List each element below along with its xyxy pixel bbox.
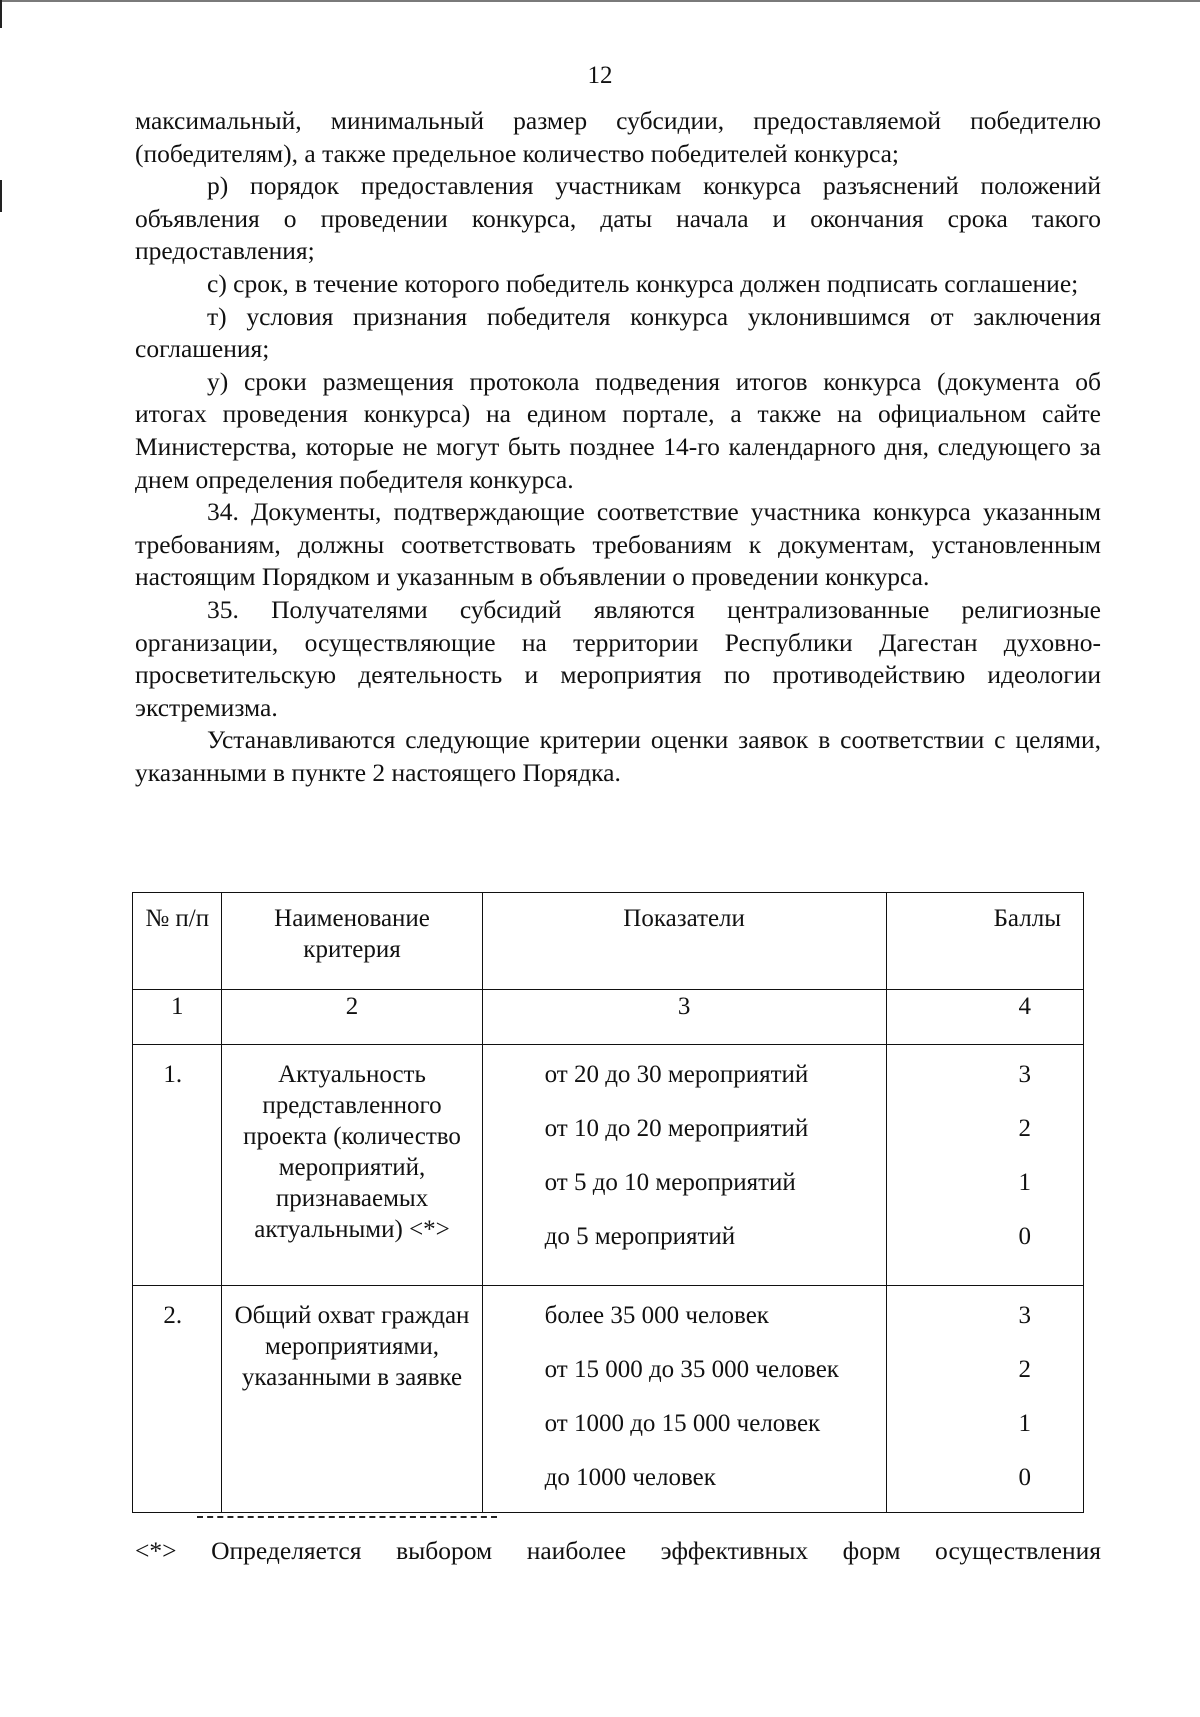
scan-edge-top bbox=[0, 0, 1200, 2]
scan-edge-left-mark bbox=[0, 180, 2, 212]
points-value: 3 bbox=[1018, 1061, 1031, 1088]
points-value: 0 bbox=[1018, 1223, 1031, 1250]
column-number-row bbox=[133, 990, 1084, 1045]
indicator: от 5 до 10 мероприятий bbox=[544, 1169, 796, 1196]
paragraph: 34. Документы, подтверждающие соответствие участника конкурса указанным требованиям, должны соответствовать требованиям к документам, установленным настоящим Порядком и указанным в объявлении о проведении конкурса. bbox=[135, 497, 1101, 592]
indicator: более 35 000 человек bbox=[544, 1302, 769, 1329]
header-points: Баллы bbox=[886, 893, 1083, 990]
header-indicators: Показатели bbox=[482, 893, 886, 990]
indicators-cell bbox=[482, 1286, 886, 1513]
criteria-table bbox=[132, 892, 1084, 1513]
paragraph: с) срок, в течение которого победитель конкурса должен подписать соглашение; bbox=[207, 268, 1079, 298]
indicator: от 10 до 20 мероприятий bbox=[544, 1115, 809, 1142]
column-number: 4 bbox=[886, 990, 1083, 1045]
points-value: 2 bbox=[1018, 1115, 1031, 1142]
paragraph: 35. Получателями субсидий являются централизованные религиозные организации, осуществляющие на территории Республики Дагестан духовно-просветительскую деятельность и мероприятия по противодействию идеологии экстремизма. bbox=[135, 594, 1101, 722]
paragraph: Устанавливаются следующие критерии оценки заявок в соответствии с целями, указанными в пункте 2 настоящего Порядка. bbox=[135, 725, 1101, 787]
paragraph: р) порядок предоставления участникам конкурса разъяснений положений объявления о проведении конкурса, даты начала и окончания срока такого предоставления; bbox=[135, 171, 1101, 266]
page-number: 12 bbox=[587, 62, 613, 89]
footnote: <*> Определяется выбором наиболее эффективных форм осуществления bbox=[135, 1536, 1101, 1565]
header-num: № п/п bbox=[133, 893, 222, 990]
scan-edge-left bbox=[0, 0, 2, 28]
table-row bbox=[133, 1045, 1084, 1286]
paragraph: т) условия признания победителя конкурса уклонившимся от заключения соглашения; bbox=[135, 301, 1101, 364]
paragraph: у) сроки размещения протокола подведения итогов конкурса (документа об итогах проведения конкурса) на едином портале, а также на официальном сайте Министерства, которые не могут быть позднее 14-го календарного дня, следующего за днем определения победителя конкурса. bbox=[135, 366, 1101, 494]
row-number: 1. bbox=[133, 1045, 222, 1286]
column-number: 3 bbox=[482, 990, 886, 1045]
indicator: от 15 000 до 35 000 человек bbox=[544, 1356, 839, 1383]
points-value: 0 bbox=[1018, 1464, 1031, 1491]
body-text bbox=[135, 105, 1101, 789]
points-cell bbox=[886, 1286, 1083, 1513]
table-header-row bbox=[133, 893, 1084, 990]
header-name: Наименование критерия bbox=[222, 893, 482, 990]
criterion-name: Актуальность представленного проекта (количество мероприятий, признаваемых актуальными) <*> bbox=[222, 1045, 482, 1286]
column-number: 1 bbox=[133, 990, 222, 1045]
indicators-cell bbox=[482, 1045, 886, 1286]
indicator: от 1000 до 15 000 человек bbox=[544, 1410, 821, 1437]
points-value: 1 bbox=[1018, 1169, 1031, 1196]
indicator: до 5 мероприятий bbox=[544, 1223, 736, 1250]
points-cell bbox=[886, 1045, 1083, 1286]
row-number: 2. bbox=[133, 1286, 222, 1513]
points-value: 3 bbox=[1018, 1302, 1031, 1329]
points-value: 2 bbox=[1018, 1356, 1031, 1383]
indicator: от 20 до 30 мероприятий bbox=[544, 1061, 809, 1088]
paragraph: максимальный, минимальный размер субсидии, предоставляемой победителю (победителям), а также предельное количество победителей конкурса; bbox=[135, 106, 1101, 168]
points-value: 1 bbox=[1018, 1410, 1031, 1437]
footnote-separator bbox=[197, 1516, 497, 1518]
column-number: 2 bbox=[222, 990, 482, 1045]
criterion-name: Общий охват граждан мероприятиями, указанными в заявке bbox=[222, 1286, 482, 1513]
table-row bbox=[133, 1286, 1084, 1513]
indicator: до 1000 человек bbox=[544, 1464, 716, 1491]
